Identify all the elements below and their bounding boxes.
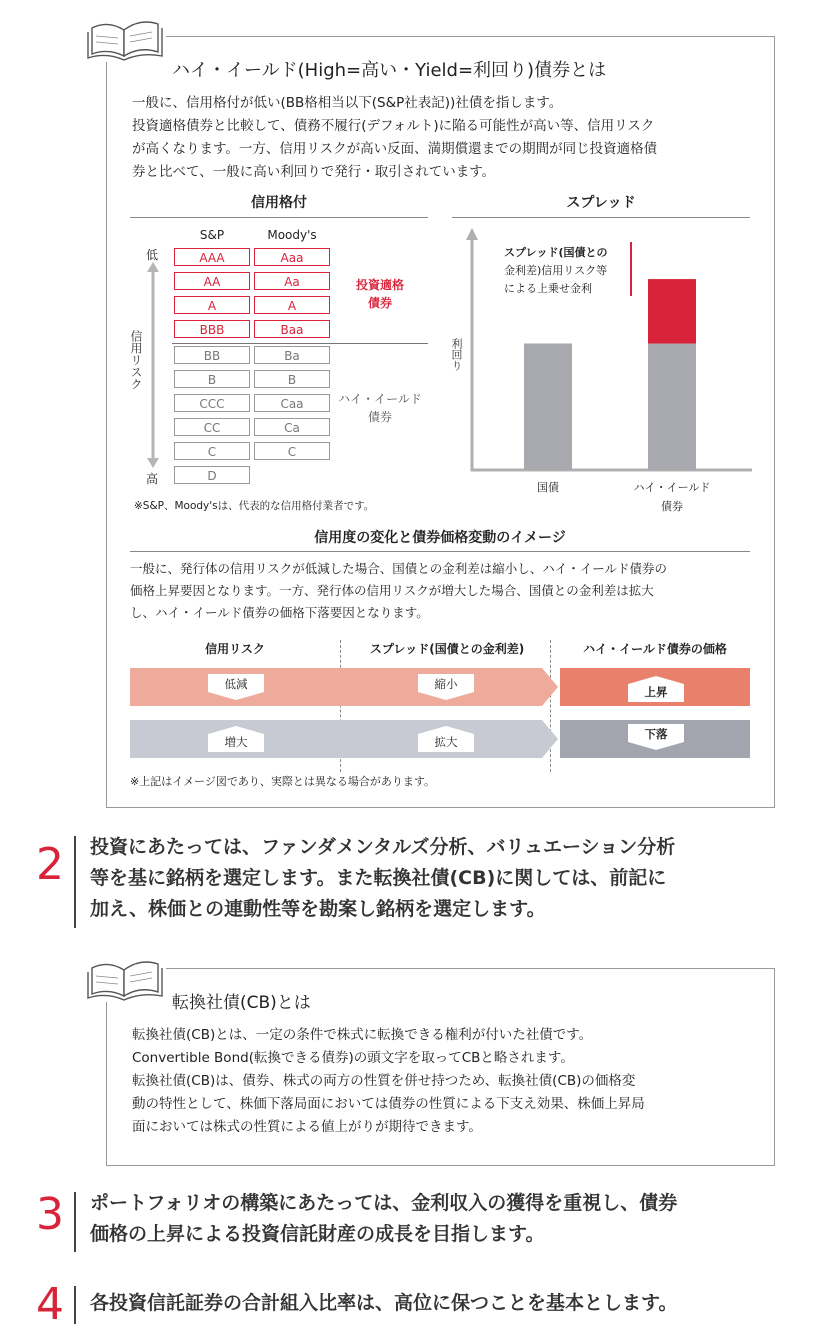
rating-title: 信用格付 [251,195,307,211]
paragraph-line: が高くなります。一方、信用リスクが高い反面、満期償還までの期間が同じ投資適格債 [132,141,658,157]
risk-high-label: 高 [146,472,159,486]
spread-xlabel-hy [624,478,720,516]
flow-tag-spread-decrease [418,674,474,700]
spread-xlabel-line: 国債 [537,481,559,494]
rating-moodys-cell: Baa [254,320,330,338]
flow-note: ※上記はイメージ図であり、実際とは異なる場合があります。 [130,775,436,788]
high-yield-label-line: 債券 [367,410,392,424]
section-text-line: 加え、株価との連動性等を勘案し銘柄を選定します。 [90,898,546,920]
flow-tag-label: 下落 [644,727,668,741]
spread-annotation-line: 金利差)信用リスク等 [504,264,608,277]
section-text-line: 投資にあたっては、ファンダメンタルズ分析、バリュエーション分析 [90,836,676,858]
spread-axis-label: 利回り [450,338,463,371]
rating-moodys-cell: A [254,296,330,314]
section-text-line: 等を基に銘柄を選定します。また転換社債(CB)に関しては、前記に [90,867,667,889]
box2-paragraph [132,1024,762,1139]
section-3 [36,1188,816,1258]
box2-title: 転換社債(CB)とは [172,993,311,1013]
flow-header-risk: 信用リスク [205,642,265,656]
risk-axis-label: 信用リスク [129,330,143,390]
flow-tag-label: 縮小 [434,677,458,691]
section-4 [36,1279,816,1336]
spread-title: スプレッド [566,195,636,211]
change-title-rule [130,551,750,552]
investment-grade-label [340,276,420,312]
paragraph-line: 投資適格債券と比較して、債務不履行(デフォルト)に陥る可能性が高い等、信用リスク [132,118,655,134]
rating-sp-cell: D [174,466,250,484]
section-number: 2 [36,839,64,890]
section-bar [74,1286,76,1324]
paragraph-line: 面においては株式の性質による値上がりが期待できます。 [132,1119,482,1135]
rating-sp-cell: C [174,442,250,460]
flow-tag-risk-increase [208,726,264,752]
high-yield-label-line: ハイ・イールド [338,392,422,406]
flow-tag-label: 増大 [224,735,248,749]
flow-tag-price-down [628,724,684,750]
spread-base-bar [524,344,572,471]
section-text [90,1188,677,1250]
paragraph-line: Convertible Bond(転換できる債券)の頭文字を取ってCBと略されます。 [132,1050,574,1066]
section-text-line: 価格の上昇による投資信託財産の成長を目指します。 [90,1223,545,1245]
rating-moodys-cell: Ba [254,346,330,364]
section-number: 3 [36,1189,64,1240]
rating-moodys-cell: Aa [254,272,330,290]
rating-sp-cell: AA [174,272,250,290]
flow-tag-spread-increase [418,726,474,752]
paragraph-line: し、ハイ・イールド債券の価格下落要因となります。 [130,605,429,620]
paragraph-line: 一般に、発行体の信用リスクが低減した場合、国債との金利差は縮小し、ハイ・イールド債券の [130,561,668,576]
box1-paragraph [132,92,762,184]
rating-header-sp: S&P [199,228,225,242]
flow-tag-label: 低減 [224,677,248,691]
flow-tag-label: 上昇 [644,685,668,699]
spread-xlabel-line: 債券 [661,500,683,513]
section-2 [36,832,816,932]
paragraph-line: 一般に、信用格付が低い(BB格相当以下(S&P社表記))社債を指します。 [132,95,563,111]
section-text-line: ポートフォリオの構築にあたっては、金利収入の獲得を重視し、債券 [90,1192,678,1214]
rating-moodys-cell: C [254,442,330,460]
rating-sp-cell: A [174,296,250,314]
change-title: 信用度の変化と債券価格変動のイメージ [314,530,566,546]
spread-xlabel-line: ハイ・イールド [633,481,711,494]
section-text-line: 各投資信託証券の合計組入比率は、高位に保つことを基本とします。 [90,1292,678,1314]
flow-tag-price-up [628,676,684,702]
spread-base-bar [648,344,696,471]
paragraph-line: 転換社債(CB)とは、一定の条件で株式に転換できる権利が付いた社債です。 [132,1027,593,1043]
investment-grade-label-line: 債券 [367,296,392,310]
flow-tag-risk-decrease [208,674,264,700]
rating-sp-cell: CCC [174,394,250,412]
flow-header-price: ハイ・イールド債券の価格 [583,642,727,656]
rating-header-moodys: Moody's [267,228,317,242]
rating-moodys-cell: Ca [254,418,330,436]
spread-premium-bar [648,279,696,343]
section-bar [74,836,76,928]
open-book-icon [86,14,166,62]
change-paragraph [130,558,760,624]
spread-title-rule [452,217,750,218]
rating-note: ※S&P、Moody'sは、代表的な信用格付業者です。 [134,500,375,512]
flow-tag-label: 拡大 [434,735,458,749]
rating-sp-cell: AAA [174,248,250,266]
section-text [90,832,675,925]
spread-annotation [504,244,628,298]
spread-xlabel-jgb [518,478,578,497]
spread-axis-arrow [466,228,478,240]
paragraph-line: 価格上昇要因となります。一方、発行体の信用リスクが増大した場合、国債との金利差は拡大 [130,583,654,598]
spread-annotation-line: スプレッド(国債との [504,246,608,259]
rating-title-rule [130,217,428,218]
open-book-icon [86,954,166,1002]
section-bar [74,1192,76,1252]
rating-moodys-cell: Aaa [254,248,330,266]
rating-moodys-cell: B [254,370,330,388]
box1-title: ハイ・イールド(High=高い・Yield=利回り)債券とは [172,60,607,81]
rating-sp-cell: CC [174,418,250,436]
high-yield-label [334,390,426,426]
investment-grade-divider [172,343,428,344]
rating-moodys-cell: Caa [254,394,330,412]
rating-sp-cell: BBB [174,320,250,338]
risk-arrow [146,262,160,468]
flow-header-spread: スプレッド(国債との金利差) [369,642,525,656]
spread-annotation-line: による上乗せ金利 [504,282,592,295]
spread-annotation-bracket [630,242,632,296]
investment-grade-label-line: 投資適格 [355,278,404,292]
section-text [90,1288,677,1319]
paragraph-line: 転換社債(CB)は、債券、株式の両方の性質を併せ持つため、転換社債(CB)の価格変 [132,1073,636,1089]
risk-low-label: 低 [146,248,159,262]
section-number: 4 [36,1279,64,1330]
paragraph-line: 動の特性として、株価下落局面においては債券の性質による下支え効果、株価上昇局 [132,1096,645,1112]
rating-sp-cell: BB [174,346,250,364]
rating-sp-cell: B [174,370,250,388]
paragraph-line: 券と比べて、一般に高い利回りで発行・取引されています。 [132,164,496,180]
